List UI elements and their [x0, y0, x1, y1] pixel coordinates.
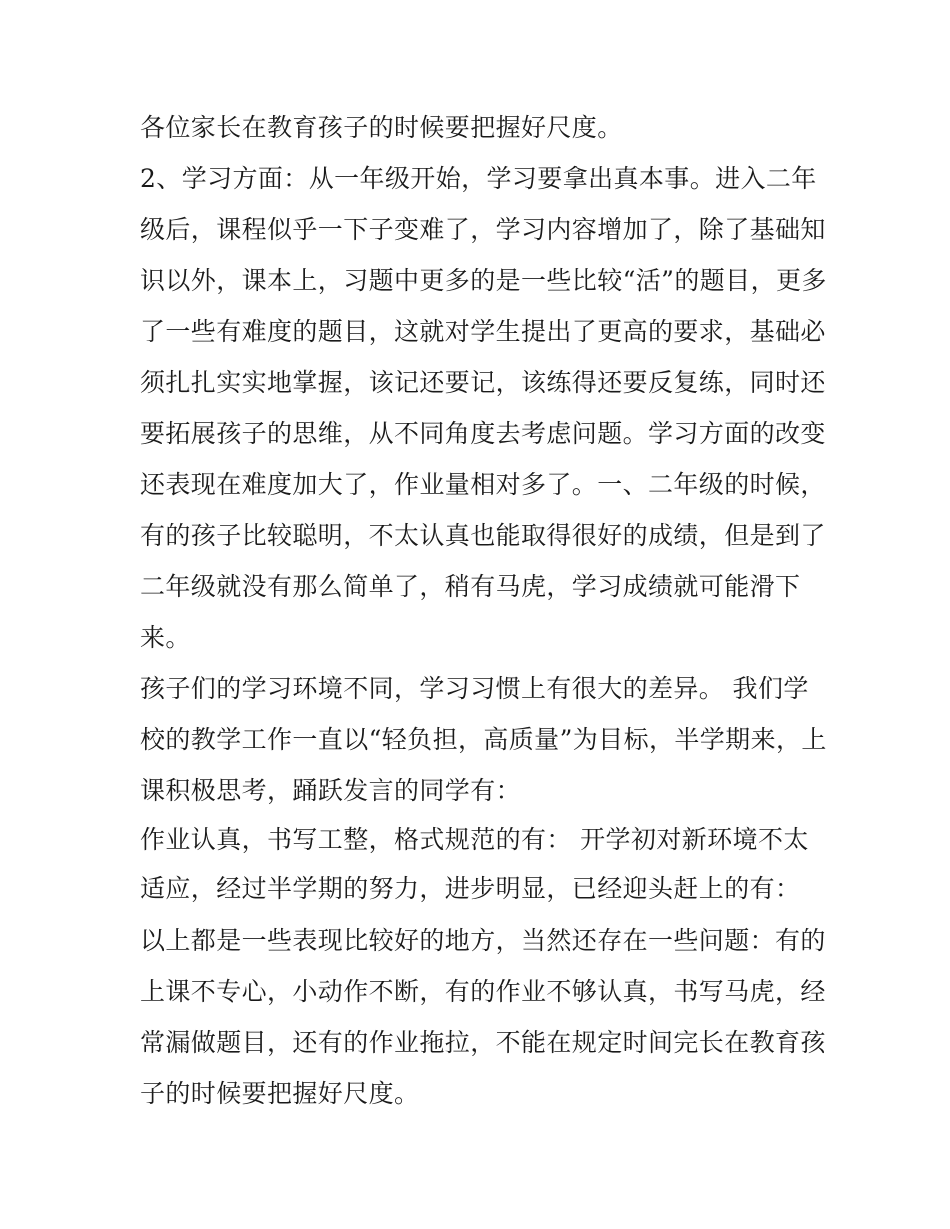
text-line-14: 课积极思考，踊跃发言的同学有： — [140, 776, 522, 805]
text-line-9: 有的孩子比较聪明，不太认真也能取得很好的成绩，但是到了 — [140, 521, 826, 550]
text-line-12: 孩子们的学习环境不同，学习习惯上有很大的差异。 我们学 — [140, 674, 809, 703]
text-line-19: 常漏做题目，还有的作业拖拉，不能在规定时间完长在教育孩 — [140, 1028, 826, 1057]
text-line-13: 校的教学工作一直以“轻负担，高质量”为目标，半学期来，上 — [140, 725, 827, 754]
text-line-3: 级后，课程似乎一下子变难了，学习内容增加了，除了基础知 — [140, 215, 826, 244]
text-line-5: 了一些有难度的题目，这就对学生提出了更高的要求，基础必 — [140, 317, 826, 346]
text-line-4: 识以外，课本上，习题中更多的是一些比较“活”的题目，更多 — [140, 266, 827, 295]
text-line-10: 二年级就没有那么简单了，稍有马虎，学习成绩就可能滑下 — [140, 572, 801, 601]
text-line-6: 须扎扎实实地掌握，该记还要记，该练得还要反复练，同时还 — [140, 368, 826, 397]
text-line-8: 还表现在难度加大了，作业量相对多了。一、二年级的时候， — [140, 470, 826, 499]
text-line-11: 来。 — [140, 623, 191, 652]
text-line-7: 要拓展孩子的思维，从不同角度去考虑问题。学习方面的改变 — [140, 419, 826, 448]
text-line-2: 2、学习方面：从一年级开始，学习要拿出真本事。进入二年 — [140, 164, 817, 193]
text-line-17: 以上都是一些表现比较好的地方，当然还存在一些问题：有的 — [140, 926, 826, 955]
text-line-18: 上课不专心，小动作不断，有的作业不够认真，书写马虎，经 — [140, 977, 826, 1006]
text-line-1: 各位家长在教育孩子的时候要把握好尺度。 — [140, 113, 623, 142]
text-line-20: 子的时候要把握好尺度。 — [140, 1079, 420, 1108]
text-line-16: 适应，经过半学期的努力，进步明显，已经迎头赶上的有： — [140, 874, 801, 903]
text-line-15: 作业认真，书写工整，格式规范的有： 开学初对新环境不太 — [140, 825, 809, 854]
